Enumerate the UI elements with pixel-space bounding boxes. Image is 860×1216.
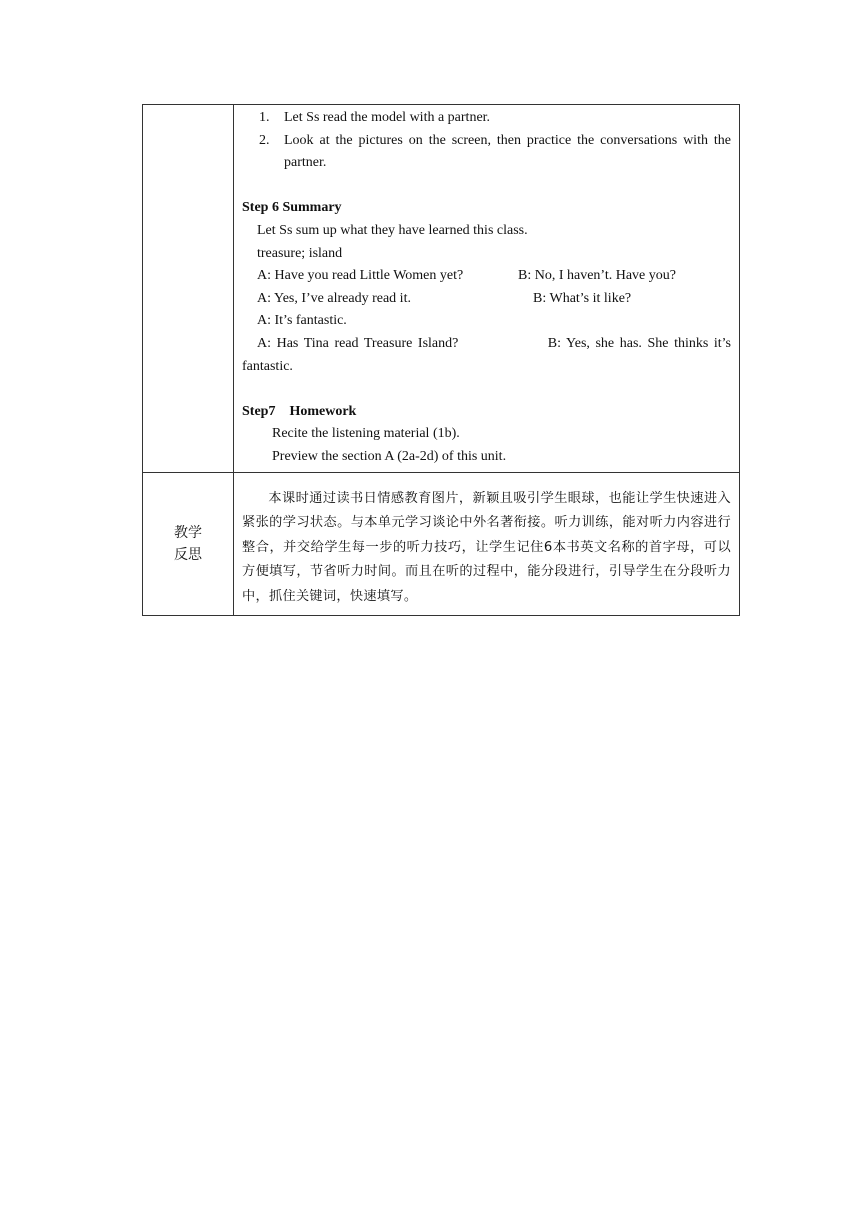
list-item: 1. Let Ss read the model with a partner. bbox=[259, 110, 491, 125]
dialogue-line: A: Have you read Little Women yet? B: No, I haven’t. Have you? bbox=[257, 268, 676, 284]
list-item: 2. Look at the pictures on the screen, then practice the conversations with the partner. bbox=[259, 132, 731, 171]
procedure-label-cell bbox=[143, 105, 234, 473]
lesson-plan-table bbox=[142, 104, 740, 616]
reflection-label-cell bbox=[143, 472, 234, 616]
reflection-text: 本课时通过读书日情感教育图片，新颖且吸引学生眼球，也能让学生快速进入紧张的学习状态。与本单元学习谈论中外名著衔接。听力训练，能对听力内容进行整合，并交给学生每一步的听力技巧，让学生记住6本书英文名称的首字母，可以方便填写，节省听力时间。而且在听的过程中，能分段进行，引导学生在分段听力中，抓住关键词，快速填写。 bbox=[242, 490, 731, 604]
reflection-label: 教学 bbox=[174, 524, 202, 541]
step6-heading: Step 6 Summary bbox=[242, 200, 342, 216]
step7-heading: Step7 Homework bbox=[242, 403, 357, 419]
reflection-row bbox=[143, 472, 740, 616]
reflection-label: 反思 bbox=[174, 546, 202, 563]
step6-vocab: treasure; island bbox=[257, 245, 343, 261]
step5-list bbox=[242, 107, 731, 175]
dialogue-line: A: Yes, I’ve already read it. B: What’s it like? bbox=[257, 290, 632, 306]
reflection-content-cell bbox=[234, 472, 740, 616]
dialogue-line: A: Has Tina read Treasure Island? B: Yes, she has. She thinks it’s bbox=[257, 335, 731, 351]
homework-item: Recite the listening material (1b). bbox=[272, 426, 460, 442]
dialogue-line: A: It’s fantastic. bbox=[257, 313, 347, 329]
homework-item: Preview the section A (2a-2d) of this unit. bbox=[272, 448, 507, 464]
step6-intro: Let Ss sum up what they have learned this class. bbox=[257, 222, 528, 238]
procedure-content-cell bbox=[234, 105, 740, 473]
procedure-row bbox=[143, 105, 740, 473]
dialogue-line-continued: fantastic. bbox=[242, 358, 293, 374]
